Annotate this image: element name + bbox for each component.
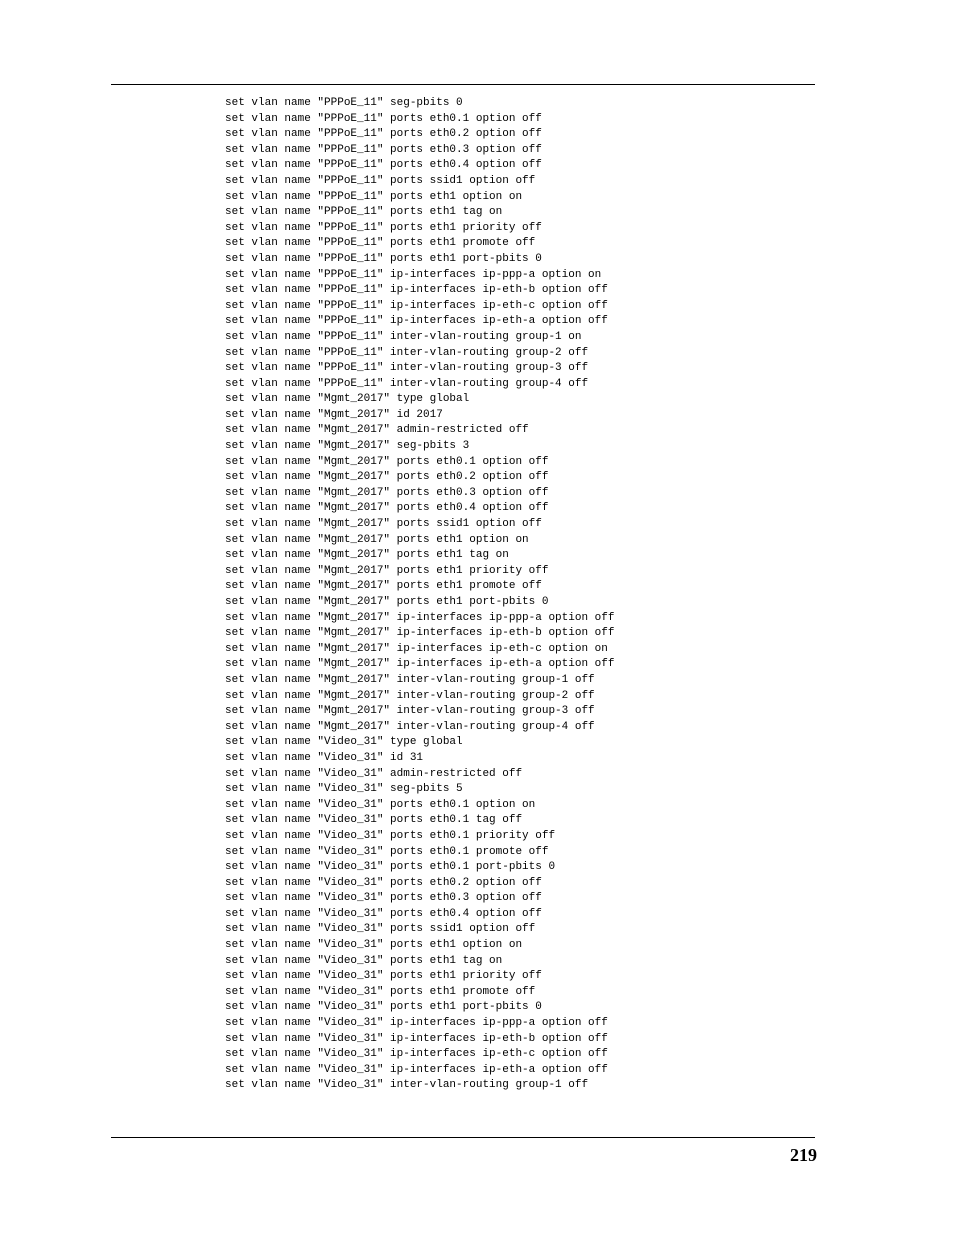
code-line: set vlan name "Video_31" ports eth1 port-pbits 0 [225,1001,542,1014]
code-line: set vlan name "PPPoE_11" ports eth1 priority off [225,221,542,234]
code-line: set vlan name "Mgmt_2017" ip-interfaces ip-eth-a option off [225,658,615,671]
code-line: set vlan name "PPPoE_11" ip-interfaces ip-eth-a option off [225,315,608,328]
code-line: set vlan name "PPPoE_11" seg-pbits 0 [225,97,463,109]
code-line: set vlan name "Video_31" id 31 [225,751,424,764]
code-line: set vlan name "Video_31" ports eth0.1 option on [225,798,536,811]
code-line: set vlan name "Video_31" ports eth0.4 option off [225,907,542,920]
code-line: set vlan name "Video_31" ports eth1 priority off [225,970,542,983]
page-number: 219 [790,1145,817,1165]
code-line: set vlan name "Mgmt_2017" ip-interfaces ip-eth-b option off [225,627,615,640]
code-line: set vlan name "Video_31" ports ssid1 option off [225,923,536,936]
code-line: set vlan name "Video_31" admin-restricted off [225,767,523,780]
code-line: set vlan name "Video_31" ports eth1 promote off [225,985,536,998]
code-line: set vlan name "PPPoE_11" ip-interfaces ip-eth-c option off [225,299,608,312]
code-line: set vlan name "Mgmt_2017" ports eth1 port-pbits 0 [225,596,549,608]
code-line: set vlan name "Mgmt_2017" ip-interfaces ip-ppp-a option off [225,611,615,624]
code-line: set vlan name "PPPoE_11" ports ssid1 option off [225,174,536,187]
code-line: set vlan name "Mgmt_2017" id 2017 [225,408,443,421]
code-line: set vlan name "Video_31" seg-pbits 5 [225,783,463,796]
code-line: set vlan name "PPPoE_11" inter-vlan-routing group-3 off [225,362,589,375]
code-listing [225,96,614,1094]
code-line: set vlan name "Mgmt_2017" seg-pbits 3 [225,440,470,453]
code-line: set vlan name "Video_31" ports eth0.3 option off [225,892,542,905]
code-line: set vlan name "Mgmt_2017" ports eth1 promote off [225,580,542,593]
code-line: set vlan name "PPPoE_11" inter-vlan-routing group-4 off [225,377,589,390]
header-rule [111,84,815,85]
code-line: set vlan name "Video_31" ip-interfaces ip-eth-b option off [225,1032,608,1045]
code-line: set vlan name "Mgmt_2017" inter-vlan-routing group-1 off [225,673,595,686]
code-line: set vlan name "Mgmt_2017" inter-vlan-routing group-4 off [225,720,595,733]
code-line: set vlan name "Video_31" ip-interfaces ip-eth-c option off [225,1048,608,1061]
code-line: set vlan name "Video_31" ports eth1 option on [225,939,523,952]
code-line: set vlan name "Mgmt_2017" ports eth1 tag on [225,549,509,562]
code-line: set vlan name "Mgmt_2017" type global [225,393,470,406]
code-line: set vlan name "Video_31" ip-interfaces ip-ppp-a option off [225,1017,608,1030]
code-line: set vlan name "Video_31" type global [225,736,463,749]
code-line: set vlan name "Video_31" ports eth1 tag on [225,954,503,967]
code-line: set vlan name "Video_31" ports eth0.1 promote off [225,845,549,858]
code-line: set vlan name "Mgmt_2017" ports eth1 priority off [225,564,549,577]
code-line: set vlan name "PPPoE_11" ip-interfaces ip-eth-b option off [225,284,608,297]
code-line: set vlan name "Mgmt_2017" ports eth0.4 option off [225,502,549,515]
code-line: set vlan name "PPPoE_11" ports eth0.3 option off [225,143,542,156]
code-line: set vlan name "PPPoE_11" inter-vlan-routing group-2 off [225,346,589,359]
code-line: set vlan name "PPPoE_11" ports eth1 tag on [225,206,503,219]
code-line: set vlan name "Mgmt_2017" ports eth0.2 option off [225,471,549,484]
code-line: set vlan name "Video_31" inter-vlan-routing group-1 off [225,1079,589,1092]
code-line: set vlan name "PPPoE_11" ports eth0.1 option off [225,112,542,125]
code-line: set vlan name "PPPoE_11" inter-vlan-routing group-1 on [225,330,582,343]
code-line: set vlan name "Mgmt_2017" inter-vlan-routing group-2 off [225,689,595,702]
code-line: set vlan name "Mgmt_2017" inter-vlan-routing group-3 off [225,705,595,718]
code-line: set vlan name "PPPoE_11" ports eth0.4 option off [225,159,542,172]
code-line: set vlan name "Mgmt_2017" ports eth0.1 option off [225,455,549,468]
code-line: set vlan name "Video_31" ports eth0.2 option off [225,876,542,889]
code-line: set vlan name "Video_31" ports eth0.1 tag off [225,814,523,827]
code-line: set vlan name "Mgmt_2017" ports eth1 option on [225,533,529,546]
code-line: set vlan name "PPPoE_11" ports eth1 port-pbits 0 [225,252,542,265]
code-line: set vlan name "PPPoE_11" ports eth0.2 option off [225,128,542,141]
code-line: set vlan name "Video_31" ports eth0.1 port-pbits 0 [225,861,556,874]
code-line: set vlan name "PPPoE_11" ports eth1 promote off [225,237,536,250]
footer-rule [111,1137,815,1138]
code-line: set vlan name "Mgmt_2017" admin-restricted off [225,424,529,437]
code-line: set vlan name "Mgmt_2017" ports eth0.3 option off [225,486,549,499]
code-line: set vlan name "PPPoE_11" ip-interfaces ip-ppp-a option on [225,268,602,281]
code-line: set vlan name "PPPoE_11" ports eth1 option on [225,190,523,203]
code-line: set vlan name "Mgmt_2017" ports ssid1 option off [225,518,542,531]
code-line: set vlan name "Mgmt_2017" ip-interfaces ip-eth-c option on [225,642,608,655]
code-line: set vlan name "Video_31" ports eth0.1 priority off [225,829,556,842]
code-line: set vlan name "Video_31" ip-interfaces ip-eth-a option off [225,1063,608,1076]
